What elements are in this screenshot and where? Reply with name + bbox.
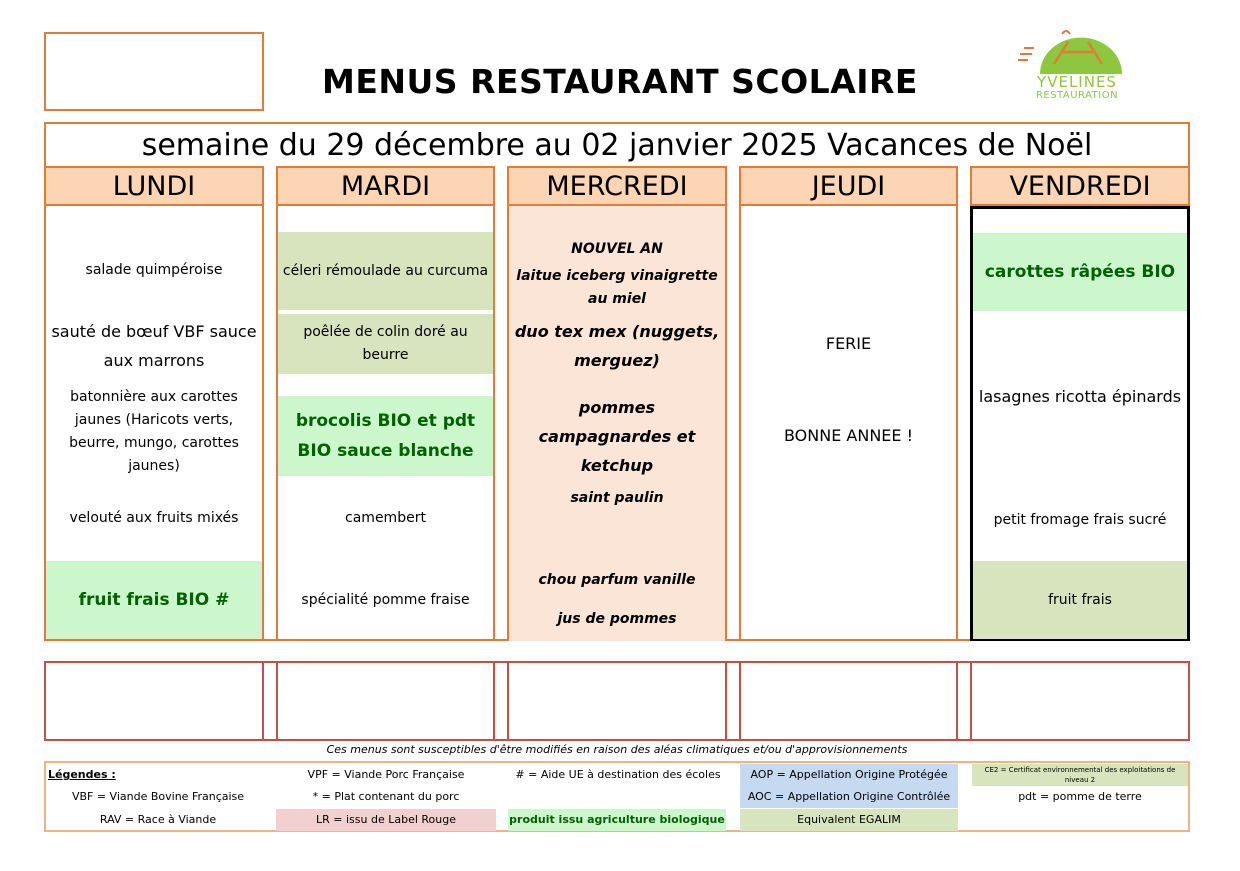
logo-placeholder-box [44,32,264,111]
legend-porc: * = Plat contenant du porc [312,790,460,803]
legend-vbf: VBF = Viande Bovine Française [71,790,245,803]
dessert: fruit frais BIO # [46,561,262,639]
legend-pdt: pdt = pomme de terre [1018,790,1142,803]
holiday-message: BONNE ANNEE ! [783,425,914,445]
dessert: fruit frais [973,561,1187,639]
day-header: VENDREDI [970,166,1190,206]
row-connector [493,661,509,741]
extra-cell-vendredi [970,661,1190,741]
accompagnement: batonnière aux carottes jaunes (Haricots verts, beurre, mungo, carottes jaunes) [69,389,239,474]
day-body [44,206,264,641]
laitage: camembert [345,509,426,526]
row-connector [956,661,972,741]
legend-rav: RAV = Race à Viande [99,813,217,826]
legend-label-rouge: LR = issu de Label Rouge [276,809,496,831]
dessert: spécialité pomme fraise [301,591,470,608]
plat: sauté de bœuf VBF sauce aux marrons [51,322,257,370]
logo-text [1022,74,1132,102]
day-body [739,206,958,641]
extra-cell-mardi [276,661,495,741]
dessert: chou parfum vanille [538,571,696,588]
extra-cell-jeudi [739,661,958,741]
entree: salade quimpéroise [85,261,223,278]
event-label: NOUVEL AN [571,240,663,257]
day-column-vendredi [970,166,1190,641]
day-body [970,206,1190,641]
day-header: LUNDI [44,166,264,206]
legend-aoc: AOC = Appellation Origine Contrôlée [740,786,958,808]
day-header: MERCREDI [507,166,727,206]
entree: carottes râpées BIO [973,233,1187,311]
ferie-label: FERIE [825,333,872,353]
day-body [507,206,727,641]
week-title: semaine du 29 décembre au 02 janvier 2025 Vacances de Noël [44,122,1190,168]
day-header: JEUDI [739,166,958,206]
legend-aop: AOP = Appellation Origine Protégée [740,764,958,786]
entree: laitue iceberg vinaigrette au miel [516,268,718,307]
legend-ce2: CE2 = Certificat environnemental des exploitations de niveau 2 [972,764,1188,786]
logo-line-2: RESTAURATION [1035,90,1119,101]
disclaimer-note: Ces menus sont susceptibles d'être modifiés en raison des aléas climatiques et/ou d'approvisionnements [326,743,908,756]
day-header: MARDI [276,166,495,206]
day-column-mardi [276,166,495,641]
legend-box [44,761,1190,832]
laitage: saint paulin [570,489,664,506]
row-connector [262,661,278,741]
plat: poêlée de colin doré au beurre [278,314,493,374]
day-column-lundi [44,166,264,641]
plat: duo tex mex (nuggets, merguez) [514,322,720,370]
extra-cell-mercredi [507,661,727,741]
day-column-mercredi [507,166,727,641]
entree: céleri rémoulade au curcuma [278,232,493,310]
accompagnement: brocolis BIO et pdt BIO sauce blanche [278,396,493,476]
extra: jus de pommes [557,610,677,627]
logo-line-1: YVELINES [1037,73,1117,91]
laitage: velouté aux fruits mixés [69,509,239,526]
day-body [276,206,495,641]
legend-egalim: Equivalent EGALIM [740,809,958,831]
plat: lasagnes ricotta épinards [978,386,1182,406]
legend-bio: produit issu agriculture biologique [508,809,726,831]
accompagnement: pommes campagnardes et ketchup [538,397,696,475]
legend-vpf: VPF = Viande Porc Française [307,768,465,781]
laitage: petit fromage frais sucré [993,511,1167,528]
extra-cell-lundi [44,661,264,741]
day-column-jeudi [739,166,958,641]
legend-heading: Légendes : [48,768,116,781]
row-connector [725,661,741,741]
page-title: MENUS RESTAURANT SCOLAIRE [322,62,918,101]
legend-aide-ue: # = Aide UE à destination des écoles [515,768,721,781]
